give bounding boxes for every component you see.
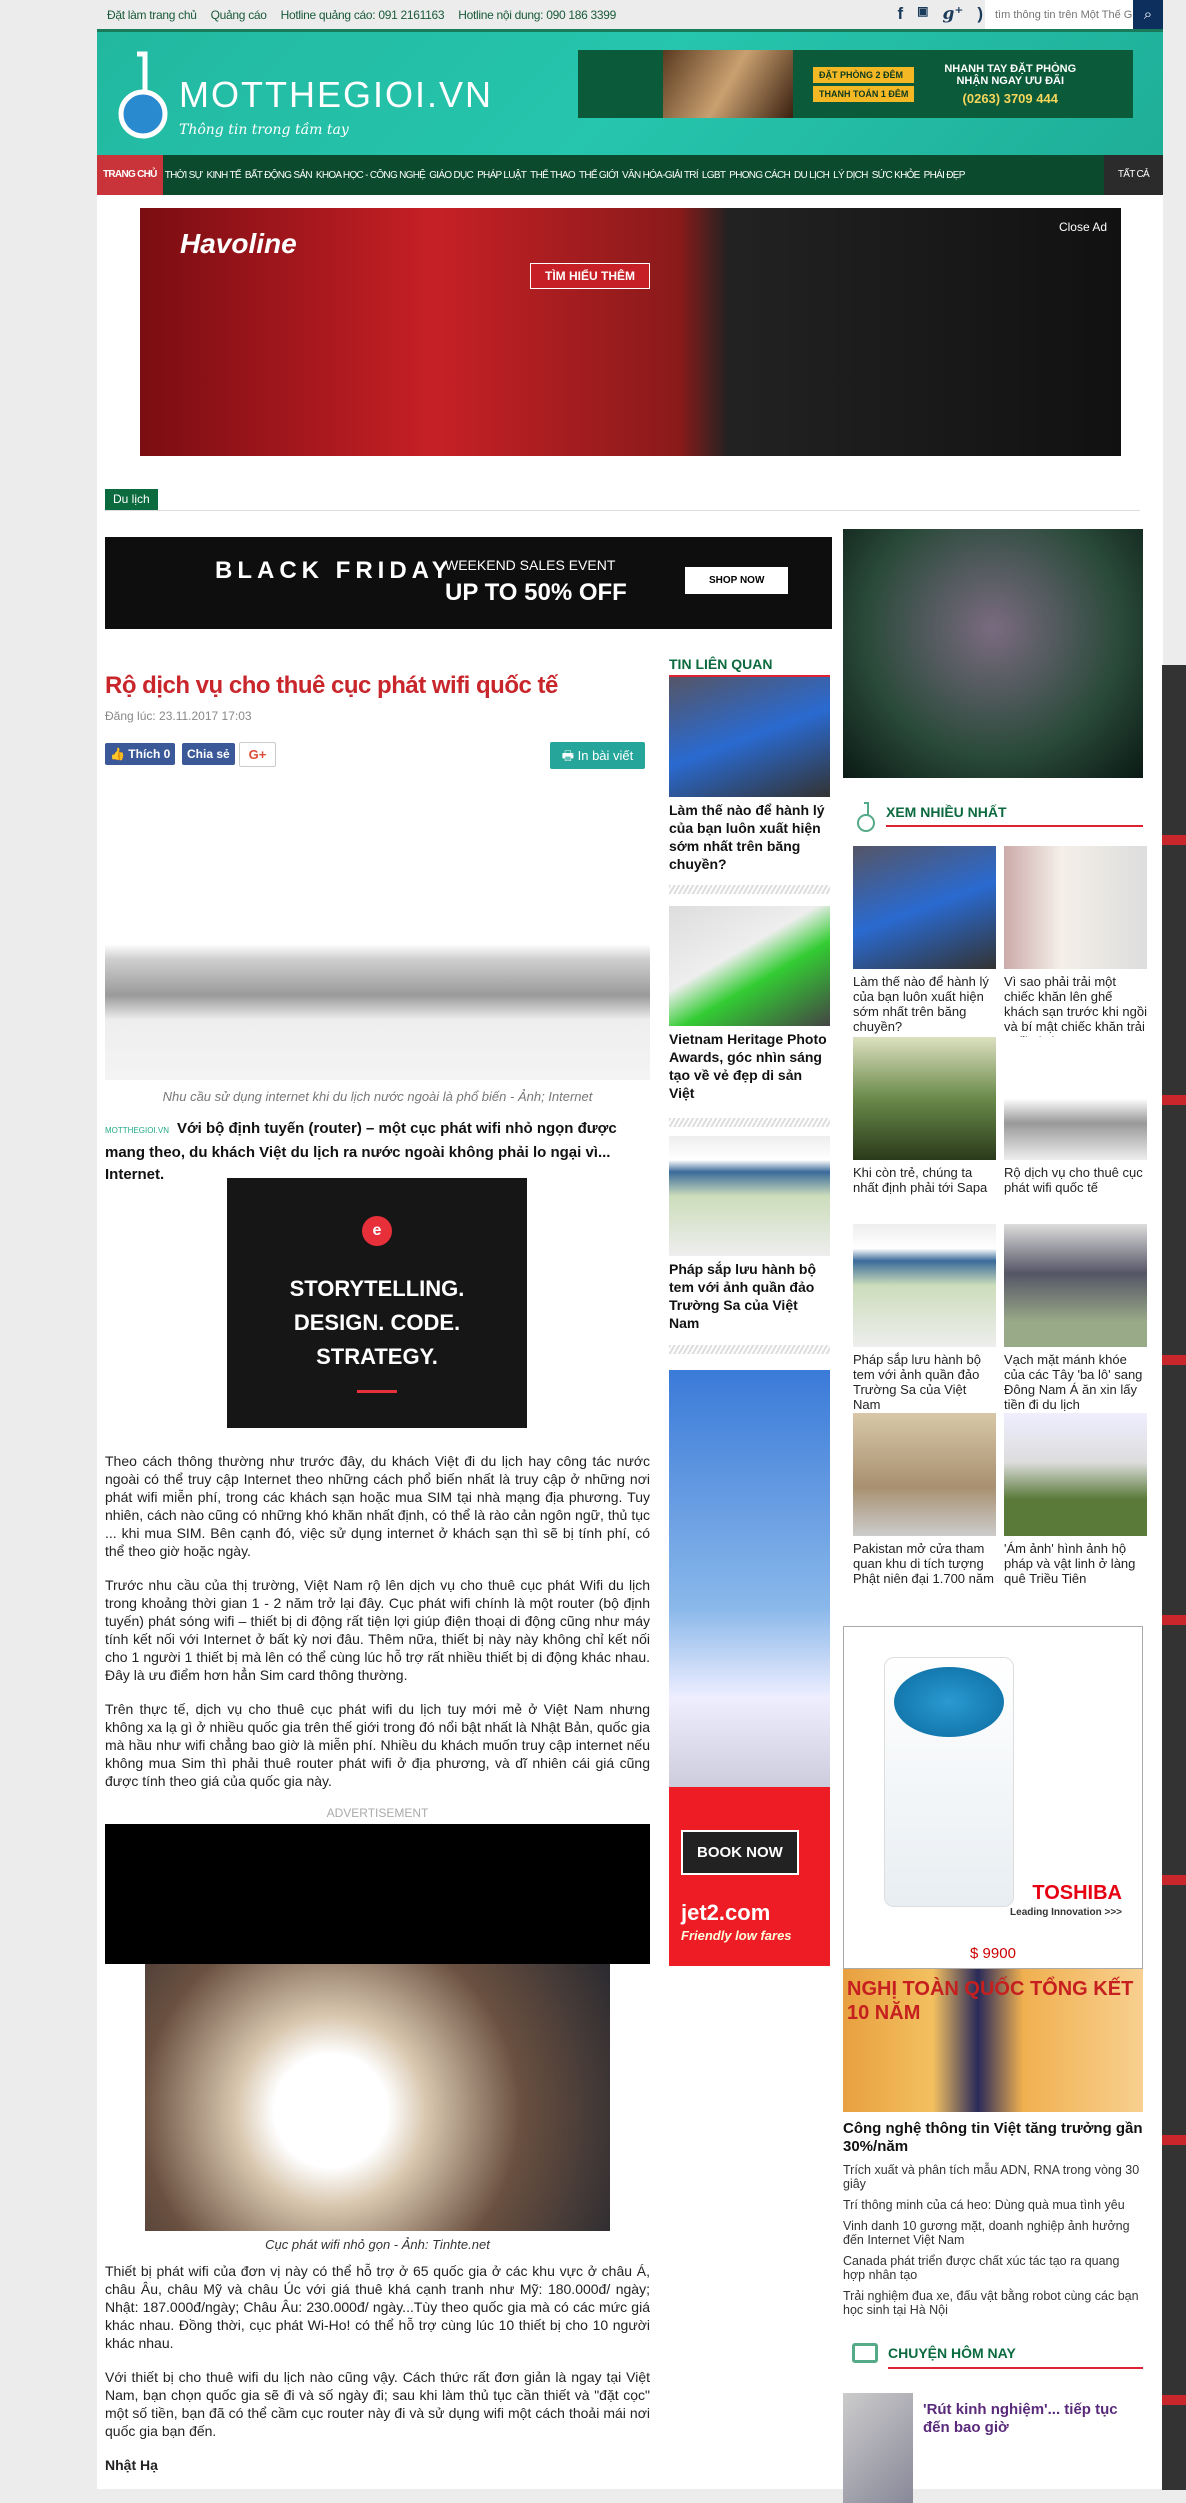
news-link[interactable]: Vinh danh 10 gương mặt, doanh nghiệp ảnh hưởng đến Internet Việt Nam: [843, 2219, 1130, 2247]
today-heading: CHUYỆN HÔM NAY: [888, 2345, 1016, 2361]
nav-item[interactable]: DU LỊCH: [794, 169, 830, 181]
hotel-room-image: [663, 50, 793, 118]
google-plus-icon[interactable]: g⁺: [942, 4, 964, 24]
black-friday-ad[interactable]: BLACK FRIDAY WEEKEND SALES EVENT UP TO 50% OFF SHOP NOW: [105, 537, 832, 629]
related-image[interactable]: [669, 906, 830, 1026]
nav-item[interactable]: THẾ GIỚI: [578, 169, 619, 181]
hero-caption: Nhu cầu sử dụng internet khi du lịch nước ngoài là phổ biến - Ảnh; Internet: [162, 1089, 593, 1104]
main-nav: [97, 155, 1163, 195]
divider: [357, 1390, 397, 1393]
today-title[interactable]: 'Rút kinh nghiệm'... tiếp tục đến bao giờ: [923, 2401, 1118, 2436]
related-image[interactable]: [669, 677, 830, 797]
most-viewed-image[interactable]: [1004, 1413, 1147, 1536]
flask-logo-icon: [117, 50, 169, 142]
paragraph: Thiết bị phát wifi của đơn vị này có thể hỗ trợ ở 65 quốc gia ở các khu vực ở châu Á, châu Âu, châu Mỹ và châu Úc với giá thuê khá cạnh tranh như Mỹ: 180.000đ/ ngày; Nhật: 187.000đ/ngày; Châu Âu: 230.000đ/ ngày...Tùy theo quốc gia mà có các mức giá khác nhau. Đồng thời, cục phát Wi-Ho! có thể hỗ trợ cùng lúc 10 thiết bị cho 10 người khác nhau.: [105, 2263, 650, 2351]
brand-icon: e: [362, 1216, 392, 1246]
publish-date: Đăng lúc: 23.11.2017 17:03: [105, 709, 252, 723]
related-title[interactable]: Làm thế nào để hành lý của bạn luôn xuất hiện sớm nhất trên băng chuyền?: [669, 802, 825, 872]
jet2-ad[interactable]: BOOK NOW jet2.com Friendly low fares: [669, 1370, 830, 1966]
related-image[interactable]: [669, 1136, 830, 1256]
most-viewed-image[interactable]: [853, 846, 996, 969]
nav-item[interactable]: PHÁP LUẬT: [477, 169, 527, 181]
hero-image: [105, 778, 650, 1080]
havoline-ad[interactable]: Havoline TÌM HIỂU THÊM Close Ad: [140, 208, 1121, 456]
search-input[interactable]: [985, 0, 1133, 29]
divider: [669, 1345, 830, 1354]
news-link[interactable]: Trí thông minh của cá heo: Dùng quà mua tình yêu: [843, 2198, 1125, 2212]
learn-more-button[interactable]: TÌM HIỂU THÊM: [530, 263, 650, 289]
divider: [105, 510, 1140, 511]
author: Nhật Hạ: [105, 2457, 158, 2473]
hotel-banner-ad[interactable]: ĐẶT PHÒNG 2 ĐÊM THANH TOÁN 1 ĐÊM NHANH TAY ĐẶT PHÒNG NHẬN NGAY ƯU ĐÃI (0263) 3709 444: [578, 50, 1133, 118]
nav-item[interactable]: VĂN HÓA-GIẢI TRÍ: [622, 169, 698, 181]
nav-item[interactable]: TRANG CHỦ: [97, 155, 163, 195]
ad-hotline[interactable]: Hotline quảng cáo: 091 2161163: [280, 7, 445, 22]
content-hotline[interactable]: Hotline nội dung: 090 186 3399: [458, 7, 617, 22]
video-ad[interactable]: [105, 1824, 650, 1964]
toshiba-ad[interactable]: TOSHIBA Leading Innovation >>> $ 9900: [843, 1626, 1143, 1969]
section-tag[interactable]: Du lịch: [105, 489, 158, 510]
site-logo[interactable]: MOTTHEGIOI.VN Thông tin trong tầm tay: [117, 50, 557, 140]
washing-machine-lid: [894, 1667, 1004, 1737]
divider: [888, 2367, 1143, 2369]
most-viewed-image[interactable]: [1004, 1037, 1147, 1160]
advertising-link[interactable]: Quảng cáo: [210, 7, 267, 22]
most-viewed-image[interactable]: [853, 1413, 996, 1536]
most-viewed-image[interactable]: [1004, 1224, 1147, 1347]
nav-item[interactable]: LÝ DỊCH: [833, 169, 868, 181]
nav-item[interactable]: PHÁI ĐẸP: [923, 169, 965, 181]
wifi-device-image: [145, 1964, 610, 2231]
today-header: [843, 2343, 1143, 2373]
most-viewed-image[interactable]: [853, 1037, 996, 1160]
most-viewed-title[interactable]: Vì sao phải trải một chiếc khăn lên ghế khách sạn trước khi ngồi và bí mật chiếc khăn trải: [1004, 974, 1147, 1034]
right-news-column: [843, 1969, 1143, 2503]
divider: [886, 825, 1143, 827]
storytelling-ad[interactable]: e STORYTELLING. DESIGN. CODE. STRATEGY.: [227, 1178, 527, 1428]
top-bar: [97, 0, 1163, 29]
nav-item[interactable]: GIÁO DỤC: [429, 169, 474, 181]
nav-item[interactable]: LGBT: [701, 169, 726, 181]
most-viewed-title[interactable]: Pakistan mở cửa tham quan khu di tích tượng Phật niên đại 1.700 năm: [853, 1541, 994, 1586]
today-image[interactable]: [843, 2393, 913, 2503]
side-ad-strip[interactable]: [1162, 665, 1186, 2490]
news-headline[interactable]: Công nghệ thông tin Việt tăng trưởng gần 30%/năm: [843, 2120, 1143, 2155]
nav-item[interactable]: KINH TẾ: [206, 169, 241, 181]
paragraph: Theo cách thông thường như trước đây, du khách Việt đi du lịch hay công tác nước ngoài có thể truy cập Internet theo những cách phổ biến nhất là truy cập ở những nơi phát wifi miễn phí, trong các khách sạn hoặc mua SIM tại nhà mạng địa phương. Tuy nhiên, cách nào cũng có những khó khăn nhất định, có thể là rào cản ngôn ngữ, thủ tục ... khi mua SIM. Bên cạnh đó, việc sử dụng internet ở khách sạn thì sẽ bị tính phí, có thể theo giờ hoặc ngày.: [105, 1453, 650, 1559]
news-link[interactable]: Trải nghiệm đua xe, đấu vật bằng robot cùng các bạn học sinh tại Hà Nội: [843, 2289, 1139, 2317]
rss-icon[interactable]: ): [977, 4, 983, 23]
most-viewed-title[interactable]: Rộ dịch vụ cho thuê cục phát wifi quốc tế: [1004, 1165, 1143, 1195]
most-viewed-image[interactable]: [1004, 846, 1147, 969]
paragraph: Trước nhu cầu của thị trường, Việt Nam rộ lên dịch vụ cho thuê cục phát Wifi du lịch trong khoảng thời gian 1 - 2 năm trở lại đây. Cục phát wifi chính là một router (bộ định tuyến) phát sóng wifi – thiết bị di động rất tiện lợi giúp điện thoại di động cũng như máy tính kết nối với Internet ở bất kỳ nơi đâu. Thêm nữa, thiết bị này này không chỉ kết nối cho 1 người 1 thiết bị mà lên có thể cùng lúc hỗ trợ rất nhiều thiết bị di động khác nhau. Đây là ưu điểm hơn hẳn Sim card thông thường.: [105, 1577, 650, 1683]
paragraph: Trên thực tế, dịch vụ cho thuê cục phát wifi du lịch tuy mới mẻ ở Việt Nam nhưng không xa lạ gì ở nhiều quốc gia trên thế giới trong đó nổi bật nhất là Nhật Bản, quốc gia mà hầu như wifi chẳng bao giờ là miễn phí. Nhiều du khách muốn truy cập internet nếu không mua Sim thì phải thuê router phát wifi ở địa phương, và dĩ nhiên cái giá cũng được tính theo giá của quốc gia này.: [105, 1701, 650, 1789]
related-title[interactable]: Pháp sắp lưu hành bộ tem với ảnh quần đảo Trường Sa của Việt Nam: [669, 1261, 817, 1331]
most-viewed-title[interactable]: Khi còn trẻ, chúng ta nhất định phải tới Sapa: [853, 1165, 988, 1195]
book-now-button[interactable]: BOOK NOW: [681, 1830, 799, 1875]
printer-icon: 🖶: [561, 748, 578, 763]
related-heading: TIN LIÊN QUAN: [669, 656, 773, 672]
facebook-icon[interactable]: f: [897, 4, 904, 23]
flask-icon: [855, 802, 877, 832]
price: $ 9900: [970, 1945, 1016, 1962]
nav-item[interactable]: TẤT CẢ: [1104, 155, 1163, 195]
divider: [669, 885, 830, 894]
video-player[interactable]: [843, 529, 1143, 778]
nav-item[interactable]: THỂ THAO: [530, 169, 575, 181]
set-homepage-link[interactable]: Đặt làm trang chủ: [107, 7, 197, 22]
news-link[interactable]: Trích xuất và phân tích mẫu ADN, RNA trong vòng 30 giây: [843, 2163, 1140, 2191]
google-plus-button[interactable]: G+: [239, 742, 276, 767]
nav-item[interactable]: PHONG CÁCH: [729, 169, 791, 181]
shop-now-button[interactable]: SHOP NOW: [685, 567, 788, 594]
facebook-like-button[interactable]: 👍 Thích 0: [105, 743, 175, 765]
close-ad-button[interactable]: Close Ad: [1058, 220, 1107, 234]
nav-item[interactable]: BẤT ĐỘNG SẢN: [244, 169, 312, 181]
most-viewed-title[interactable]: 'Ám ảnh' hình ảnh hộ pháp và vật linh ở làng quê Triều Tiên: [1004, 1541, 1136, 1586]
article-lead: MOTTHEGIOI.VN Với bộ định tuyến (router) – một cục phát wifi nhỏ ngọn được mang theo, du khách Việt du lịch ra nước ngoài không phải lo ngại vì... Internet.: [105, 1120, 617, 1183]
most-viewed-title[interactable]: Làm thế nào để hành lý của bạn luôn xuất hiện sớm nhất trên băng chuyền?: [853, 974, 989, 1034]
site-header: [97, 29, 1163, 155]
chat-icon: [852, 2343, 878, 2363]
news-link[interactable]: Canada phát triển được chất xúc tác tạo ra quang hợp nhân tạo: [843, 2254, 1120, 2282]
youtube-icon[interactable]: ▣: [917, 4, 929, 18]
nav-item[interactable]: KHOA HỌC - CÔNG NGHỆ: [315, 169, 426, 181]
related-title[interactable]: Vietnam Heritage Photo Awards, góc nhìn sáng tạo về vẻ đẹp di sản Việt: [669, 1031, 827, 1101]
wifi-caption: Cục phát wifi nhỏ gọn - Ảnh: Tinhte.net: [265, 2237, 490, 2252]
nav-item[interactable]: THỜI SỰ: [164, 169, 203, 181]
divider: [669, 1118, 830, 1127]
print-button[interactable]: 🖶 In bài viết: [550, 742, 645, 769]
advertisement-label: ADVERTISEMENT: [326, 1806, 429, 1820]
most-viewed-image[interactable]: [853, 1224, 996, 1347]
search-icon[interactable]: ⌕: [1133, 0, 1163, 29]
nav-item[interactable]: SỨC KHỎE: [871, 169, 920, 181]
conference-image[interactable]: NGHỊ TOÀN QUỐC TỔNG KẾT 10 NĂM: [843, 1969, 1143, 2112]
search-box: [985, 0, 1163, 29]
most-viewed-heading: XEM NHIỀU NHẤT: [886, 804, 1007, 820]
most-viewed-title[interactable]: Pháp sắp lưu hành bộ tem với ảnh quần đảo Trường Sa của Việt Nam: [853, 1352, 981, 1412]
paragraph: Với thiết bị cho thuê wifi du lịch nào cũng vậy. Cách thức rất đơn giản là ngay tại Việt Nam, bạn chọn quốc gia sẽ đi và số ngày đi; sau khi làm thủ tục cần thiết và "đặt cọc" một số tiền, bạn đã có thể cầm cục router này đi và sử dụng wifi một cách thoải mái nơi quốc gia bạn đến.: [105, 2369, 650, 2439]
most-viewed-title[interactable]: Vạch mặt mánh khóe của các Tây 'ba lô' sang Đông Nam Á ăn xin lấy tiền đi du lịch: [1004, 1352, 1143, 1412]
article-title: Rộ dịch vụ cho thuê cục phát wifi quốc tế: [105, 672, 558, 699]
today-item[interactable]: [843, 2393, 1143, 2503]
facebook-share-button[interactable]: Chia sẻ: [182, 743, 235, 765]
article-body: [105, 1452, 650, 2490]
